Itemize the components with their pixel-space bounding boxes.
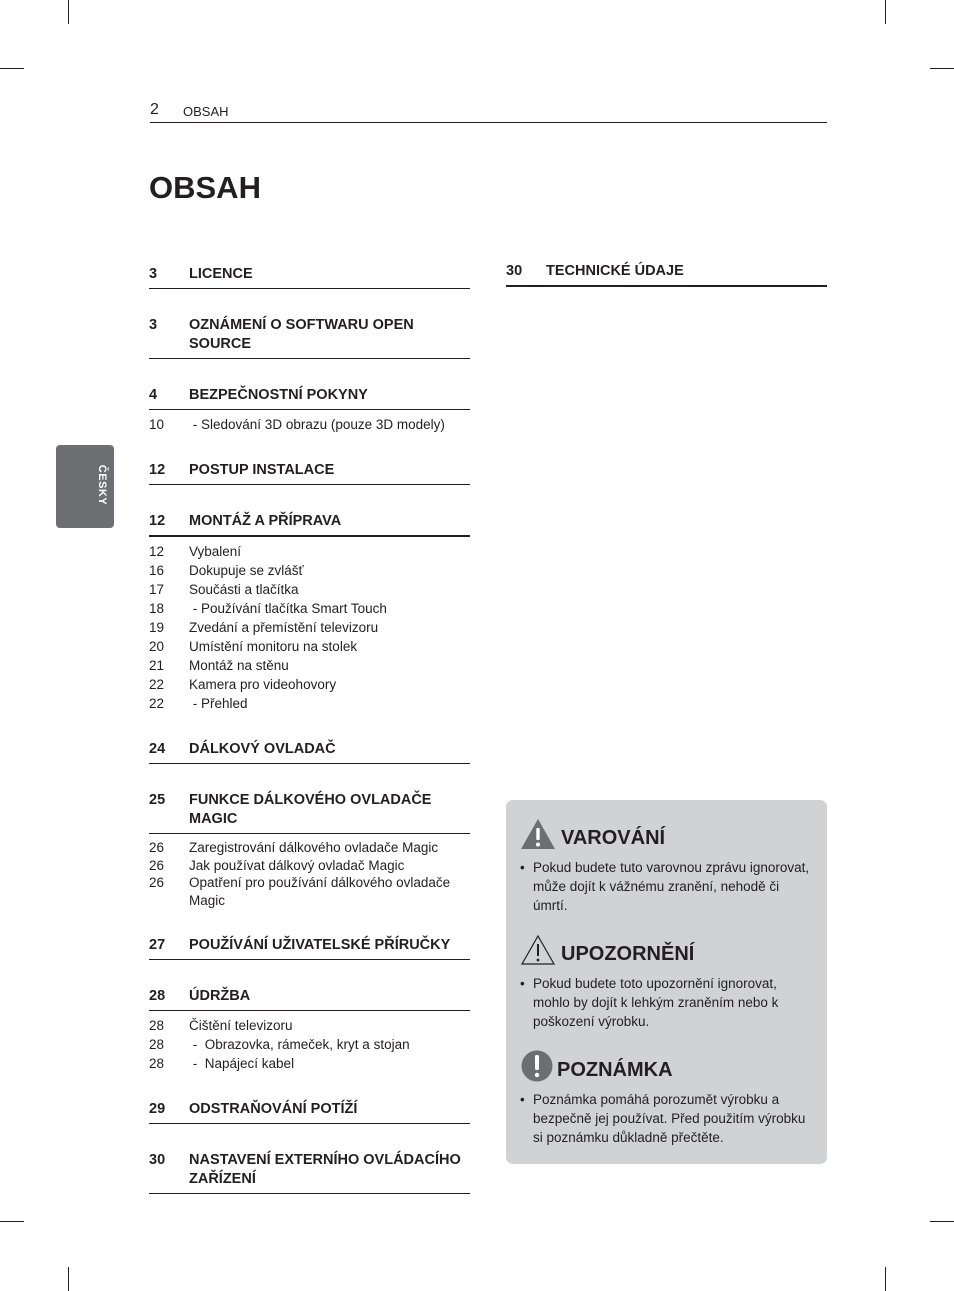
toc-section-title: FUNKCE DÁLKOVÉHO OVLADAČE MAGIC xyxy=(189,792,432,827)
bullet-icon: • xyxy=(520,860,525,875)
note-title: POZNÁMKA xyxy=(557,1058,673,1081)
toc-subentry-title: - Napájecí kabel xyxy=(189,1056,295,1071)
toc-section-title: ODSTRAŇOVÁNÍ POTÍŽÍ xyxy=(189,1101,358,1117)
note-text: Poznámka pomáhá porozumět výrobku a bezpečně jej používat. Před použitím výrobku si poznámku důkladně přečtěte. xyxy=(533,1092,806,1145)
toc-section-page: 3 xyxy=(149,317,158,333)
caution-text: Pokud budete toto upozornění ignorovat, mohlo by dojít k lehkým zraněním nebo k poškození výrobku. xyxy=(533,976,779,1029)
toc-section-title: MONTÁŽ A PŘÍPRAVA xyxy=(189,513,342,529)
toc-section-page: 4 xyxy=(149,387,158,403)
toc-section-page: 27 xyxy=(149,937,166,953)
bullet-icon: • xyxy=(520,1092,525,1107)
toc-subentry-title: Zaregistrování dálkového ovladače Magic xyxy=(189,840,439,855)
crop-mark xyxy=(0,68,24,69)
toc-subentry-page: 22 xyxy=(149,677,165,692)
caution-triangle-outline-icon xyxy=(520,933,556,967)
toc-section-page: 28 xyxy=(149,988,166,1004)
toc-subentry[interactable] xyxy=(149,1054,470,1073)
toc-subentry-title: - Přehled xyxy=(189,696,248,711)
toc-subentry-page: 18 xyxy=(149,601,165,616)
crop-mark xyxy=(930,1221,954,1222)
toc-subentry-page: 20 xyxy=(149,639,165,654)
toc-section[interactable] xyxy=(149,986,470,1011)
toc-section-title: POUŽÍVÁNÍ UŽIVATELSKÉ PŘÍRUČKY xyxy=(189,937,451,953)
toc-subentry[interactable] xyxy=(149,637,470,656)
toc-section[interactable] xyxy=(149,460,470,485)
toc-subentry[interactable] xyxy=(149,857,470,875)
toc-subentries xyxy=(149,542,470,713)
toc-section-title: OZNÁMENÍ O SOFTWARU OPEN SOURCE xyxy=(189,317,414,352)
warning-text: Pokud budete tuto varovnou zprávu ignorovat, může dojít k vážnému zranění, nehodě či úmrtí. xyxy=(533,860,810,913)
bullet-icon: • xyxy=(520,976,525,991)
crop-mark xyxy=(885,0,886,24)
warning-triangle-filled-icon xyxy=(520,817,556,851)
header-section-label: OBSAH xyxy=(183,104,229,119)
toc-subentry-title: Kamera pro videohovory xyxy=(189,677,337,692)
toc-subentry-title: Vybalení xyxy=(189,544,242,559)
toc-subentry[interactable] xyxy=(149,656,470,675)
notice-box xyxy=(506,800,827,1164)
toc-section-page: 29 xyxy=(149,1101,166,1117)
toc-section-title: DÁLKOVÝ OVLADAČ xyxy=(189,741,336,757)
toc-subentry[interactable] xyxy=(149,599,470,618)
toc-section-page: 12 xyxy=(149,462,166,478)
toc-section[interactable] xyxy=(149,385,470,410)
toc-subentry[interactable] xyxy=(149,1035,470,1054)
toc-subentry-title: Součásti a tlačítka xyxy=(189,582,299,597)
toc-subentry-title: Umístění monitoru na stolek xyxy=(189,639,358,654)
toc-subentry-title: - Sledování 3D obrazu (pouze 3D modely) xyxy=(189,417,445,432)
toc-subentry-page: 26 xyxy=(149,875,165,890)
toc-section[interactable] xyxy=(506,261,827,287)
crop-mark xyxy=(0,1221,24,1222)
caution-notice xyxy=(520,932,816,1031)
note-exclamation-circle-icon xyxy=(520,1049,556,1083)
toc-subentry[interactable] xyxy=(149,618,470,637)
toc-section-title: ÚDRŽBA xyxy=(189,988,251,1004)
toc-section-title: TECHNICKÉ ÚDAJE xyxy=(546,263,684,279)
toc-subentry-title: Dokupuje se zvlášť xyxy=(189,563,304,578)
toc-subentry-title: - Obrazovka, rámeček, kryt a stojan xyxy=(189,1037,410,1052)
toc-section-page: 12 xyxy=(149,513,166,529)
toc-section[interactable] xyxy=(149,315,470,359)
toc-subentry-page: 28 xyxy=(149,1037,165,1052)
note-notice xyxy=(520,1048,816,1147)
toc-subentries xyxy=(149,415,470,434)
toc-section-title: NASTAVENÍ EXTERNÍHO OVLÁDACÍHO ZAŘÍZENÍ xyxy=(189,1152,461,1187)
toc-section[interactable] xyxy=(149,511,470,537)
toc-section-page: 3 xyxy=(149,266,158,282)
toc-section[interactable] xyxy=(149,739,470,764)
toc-subentry-page: 10 xyxy=(149,417,165,432)
toc-section-page: 30 xyxy=(149,1152,166,1168)
warning-notice xyxy=(520,816,816,915)
toc-section[interactable] xyxy=(149,790,470,834)
toc-subentries xyxy=(149,839,470,909)
toc-subentry[interactable] xyxy=(149,1016,470,1035)
toc-subentry-title: Čištění televizoru xyxy=(189,1018,293,1033)
running-header xyxy=(150,100,827,123)
toc-subentry-page: 12 xyxy=(149,544,165,559)
toc-right-column xyxy=(506,261,827,287)
toc-subentry[interactable] xyxy=(149,542,470,561)
language-tab xyxy=(56,445,114,528)
toc-section[interactable] xyxy=(149,935,470,960)
toc-section[interactable] xyxy=(149,264,470,289)
toc-section-page: 24 xyxy=(149,741,166,757)
toc-subentry-title: Opatření pro používání dálkového ovladače Magic xyxy=(189,875,454,908)
toc-subentry-page: 28 xyxy=(149,1018,165,1033)
toc-subentry-page: 26 xyxy=(149,857,165,873)
toc-subentry[interactable] xyxy=(149,675,470,694)
toc-subentry-title: Montáž na stěnu xyxy=(189,658,289,673)
crop-mark xyxy=(68,1267,69,1291)
toc-subentry[interactable] xyxy=(149,415,470,434)
toc-subentry[interactable] xyxy=(149,580,470,599)
crop-mark xyxy=(68,0,69,24)
toc-section[interactable] xyxy=(149,1099,470,1124)
toc-subentries xyxy=(149,1016,470,1073)
page-title: OBSAH xyxy=(149,170,261,205)
toc-subentry-title: Zvedání a přemístění televizoru xyxy=(189,620,379,635)
toc-section-title: BEZPEČNOSTNÍ POKYNY xyxy=(189,387,368,403)
toc-subentry-page: 17 xyxy=(149,582,165,597)
warning-title: VAROVÁNÍ xyxy=(561,826,666,849)
toc-subentry-page: 22 xyxy=(149,696,165,711)
crop-mark xyxy=(885,1267,886,1291)
toc-subentry-page: 19 xyxy=(149,620,165,635)
language-tab-label: ČESKY xyxy=(96,464,108,506)
toc-subentry-page: 28 xyxy=(149,1056,165,1071)
toc-section-page: 25 xyxy=(149,792,166,808)
toc-subentry-page: 21 xyxy=(149,658,165,673)
toc-section-title: LICENCE xyxy=(189,266,253,282)
toc-subentry-page: 26 xyxy=(149,840,165,855)
toc-section-page: 30 xyxy=(506,263,523,279)
toc-subentry-page: 16 xyxy=(149,563,165,578)
page-number: 2 xyxy=(150,101,159,118)
toc-subentry[interactable] xyxy=(149,694,470,713)
toc-section[interactable] xyxy=(149,1150,470,1194)
toc-subentry[interactable] xyxy=(149,839,470,857)
caution-title: UPOZORNĚNÍ xyxy=(561,942,695,965)
toc-section-title: POSTUP INSTALACE xyxy=(189,462,335,478)
toc-subentry-title: - Používání tlačítka Smart Touch xyxy=(189,601,387,616)
toc-subentry-title: Jak používat dálkový ovladač Magic xyxy=(189,857,405,873)
toc-left-column xyxy=(149,264,470,1194)
toc-subentry[interactable] xyxy=(149,561,470,580)
toc-subentry[interactable] xyxy=(149,874,470,909)
crop-mark xyxy=(930,68,954,69)
